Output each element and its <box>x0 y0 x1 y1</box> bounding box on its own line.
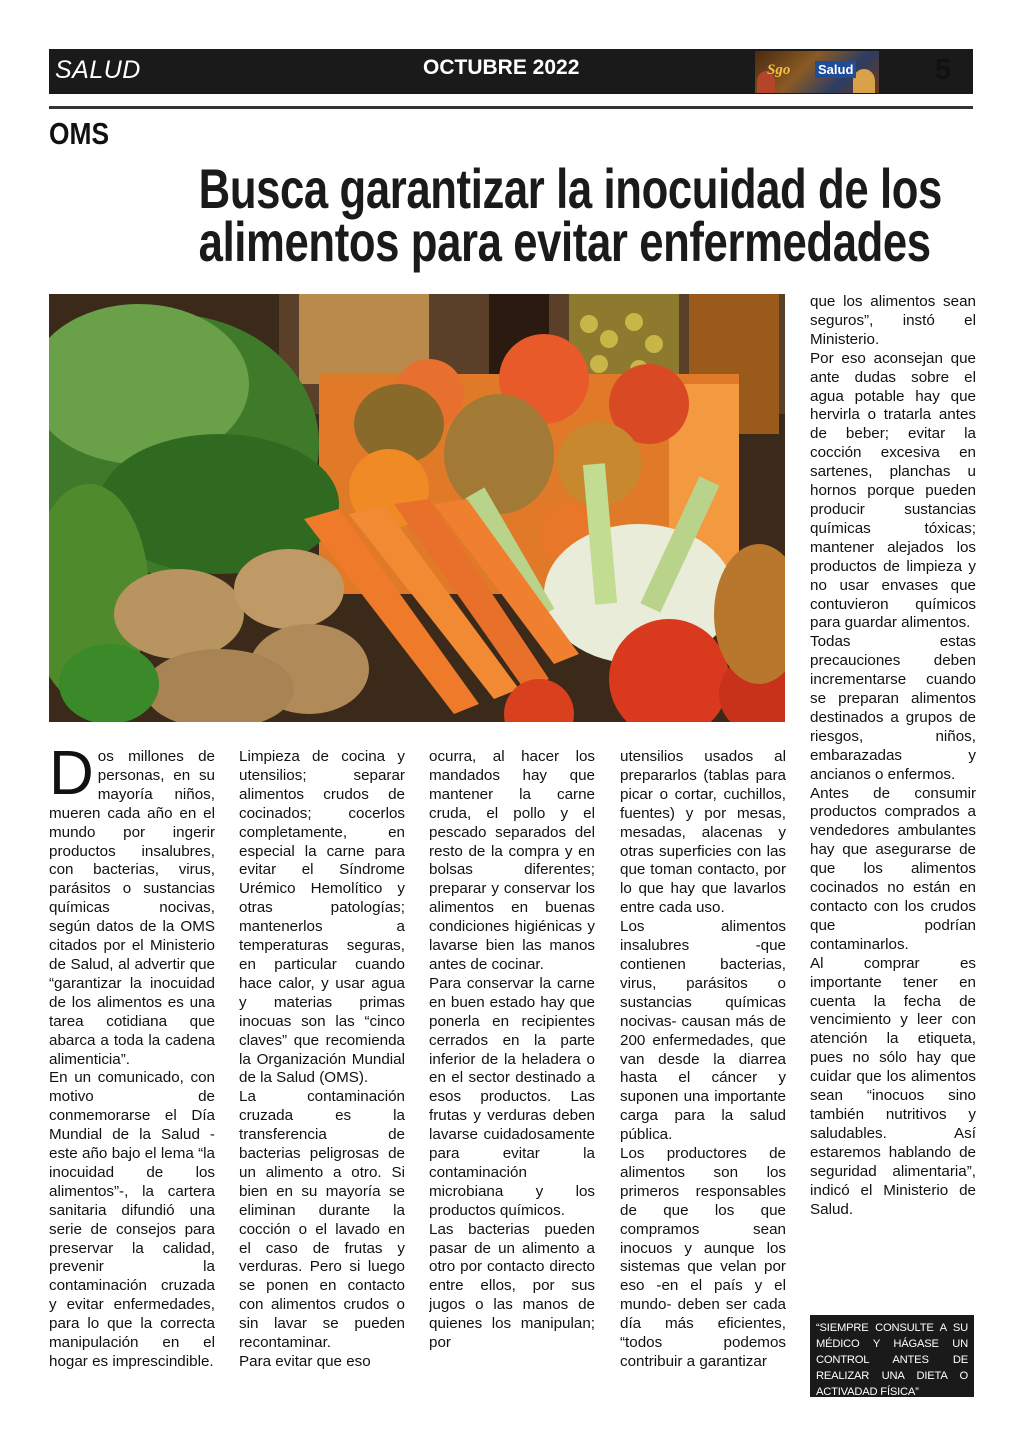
section-name: SALUD <box>55 56 141 84</box>
body-paragraph: Limpieza de cocina y utensilios; separar alimentos crudos de cocinados; cocerlos completamente, en especial la carne para evitar el Síndrome Urémico Hemolítico y otras patologías; mantenerlos a temperaturas seguras, en particular cuando hace calor, y usar agua y materias primas inocuas son las “cinco claves” que recomienda la Organización Mundial de la Salud (OMS). <box>239 748 405 1087</box>
article-headline <box>110 157 942 273</box>
issue-date: OCTUBRE 2022 <box>423 56 580 79</box>
vegetables-photo-illustration <box>49 294 785 722</box>
header-divider <box>49 106 973 109</box>
article-photo <box>49 294 785 722</box>
body-paragraph: ocurra, al hacer los mandados hay que mantener la carne cruda, el pollo y el pescado separados del resto de la compra y en bolsas diferentes; preparar y conservar los alimentos en buenas condiciones higiénicas y lavarse bien las manos antes de cocinar. <box>429 748 595 973</box>
body-paragraph: que los alimentos sean seguros”, instó el Ministerio. <box>810 293 976 348</box>
body-paragraph: Las bacterias pueden pasar de un alimento a otro por contacto directo entre ellos, por sus jugos o las manos de quienes los manipulan; por <box>429 1220 595 1352</box>
body-paragraph: Los alimentos insalubres -que contienen bacterias, virus, parásitos o sustancias químicas nocivas- causan más de 200 enfermedades, que van desde la diarrea hasta el cáncer y suponen una importante carga para la salud pública. <box>620 918 786 1144</box>
headline-line-1: Busca garantizar la inocuidad de los <box>198 157 942 220</box>
body-column-3 <box>429 748 595 1398</box>
body-paragraph: Al comprar es importante tener en cuenta la fecha de vencimiento y leer con atención la etiqueta, pues no sólo hay que cuidar que los alimentos sean “inocuos sino también nutritivos y saludables. Así estaremos hablando de seguridad alimentaria”, indicó el Ministerio de Salud. <box>810 954 976 1218</box>
publication-logo <box>755 51 879 93</box>
body-paragraph: Para evitar que eso <box>239 1353 371 1370</box>
body-paragraph: Para conservar la carne en buen estado hay que ponerla en recipientes cerrados en la parte inferior de la heladera o en el sector destinado a esos productos. Las frutas y verduras deben lavarse cuidadosamente para evitar la contaminación microbiana y los productos químicos. <box>429 974 595 1219</box>
body-paragraph: utensilios usados al prepararlos (tablas para picar o cortar, cuchillos, fuentes) y por mesas, mesadas, alacenas y otras superficies con las que toman contacto, por lo que hay que lavarlos entre cada uso. <box>620 748 786 917</box>
body-paragraph: Antes de consumir productos comprados a vendedores ambulantes hay que asegurarse de que los alimentos cocinados no están en contacto con los crudos que podrían contaminarlos. <box>810 784 976 953</box>
body-column-5 <box>810 293 976 1268</box>
body-paragraph: Por eso aconsejan que ante dudas sobre el agua potable hay que hervirla o tratarla antes de beber; evitar la cocción excesiva en sartenes, planchas u hornos porque pueden producir sustancias químicas tóxicas; mantener alejados los productos de limpieza y no usar envases que contuvieron químicos para guardar alimentos. <box>810 349 976 632</box>
body-paragraph: En un comunicado, con motivo de conmemorarse el Día Mundial de la Salud -este año bajo el lema “la inocuidad de los alimentos”-, la cartera sanitaria difundió una serie de consejos para preservar la calidad, prevenir la contaminación cruzada y evitar enfermedades, para lo que la correcta manipulación en el hogar es imprescindible. <box>49 1069 215 1370</box>
health-advice-callout: “SIEMPRE CONSULTE A SU MÉDICO Y HÁGASE UN CONTROL ANTES DE REALIZAR UNA DIETA O ACTIVADAD FÍSICA” <box>810 1315 974 1397</box>
body-column-2 <box>239 748 405 1398</box>
page-number: 5 <box>935 54 952 86</box>
logo-text-left: Sgo <box>767 62 791 78</box>
drop-cap: D <box>49 748 94 808</box>
body-column-1 <box>49 748 215 1398</box>
article-kicker: OMS <box>49 116 110 151</box>
headline-line-2: alimentos para evitar enfermedades <box>198 210 931 273</box>
body-paragraph: Todas estas precauciones deben incrementarse cuando se preparan alimentos destinados a grupos de riesgos, niños, embarazadas y ancianos o enfermos. <box>810 633 976 783</box>
logo-text-right: Salud <box>815 61 856 78</box>
body-paragraph: La contaminación cruzada es la transferencia de bacterias peligrosas de un alimento a otro. Si bien en su mayoría se eliminan durante la cocción o el lavado en el caso de frutas y verduras. Pero si luego se ponen en contacto con alimentos crudos o sin lavar se pueden recontaminar. <box>239 1088 405 1352</box>
body-paragraph: Los productores de alimentos son los primeros responsables de que los que compramos sean inocuos y aunque los sistemas que velan por eso -en el país y el mundo- deben ser cada día más eficientes, “todos podemos contribuir a garantizar <box>620 1145 786 1370</box>
body-paragraph: os millones de personas, en su mayoría niños, mueren cada año en el mundo por ingerir productos insalubres, con bacterias, virus, parásitos o sustancias químicas nocivas, según datos de la OMS citados por el Ministerio de Salud, al advertir que “garantizar la inocuidad de los alimentos es una tarea cotidiana que abarca a toda la cadena alimenticia”. <box>49 748 215 1068</box>
body-column-4 <box>620 748 786 1398</box>
